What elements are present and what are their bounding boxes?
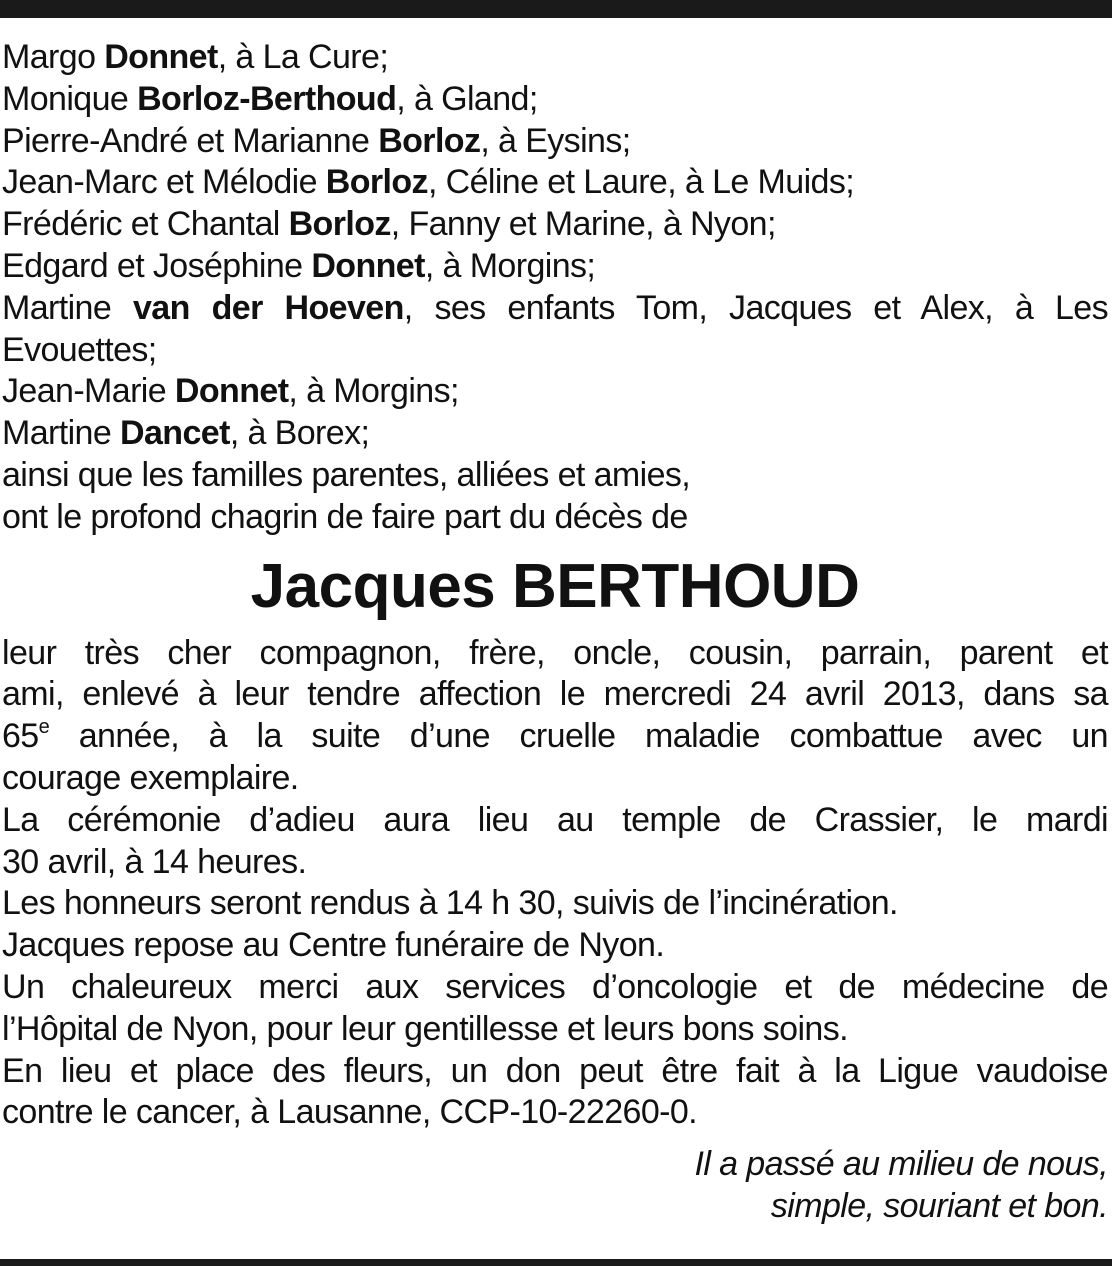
notice-body bbox=[2, 633, 1108, 1135]
mourners-list bbox=[2, 37, 1108, 539]
bottom-border-rule bbox=[0, 1259, 1112, 1266]
quote-line: Il a passé au milieu de nous, bbox=[694, 1145, 1108, 1184]
body-line: l’Hôpital de Nyon, pour leur gentillesse et leurs bons soins. bbox=[2, 1009, 848, 1048]
mourner-line: Margo Donnet, à La Cure; bbox=[2, 38, 389, 76]
intro-line: ont le profond chagrin de faire part du décès de bbox=[2, 497, 688, 536]
mourner-line: Martine van der Hoeven, ses enfants Tom, Jacques et Alex, à Les bbox=[2, 288, 1108, 327]
mourner-line: Monique Borloz-Berthoud, à Gland; bbox=[2, 79, 538, 118]
mourner-line: Martine Dancet, à Borex; bbox=[2, 414, 370, 453]
body-line: Les honneurs seront rendus à 14 h 30, suivis de l’incinération. bbox=[2, 884, 898, 923]
family-name: van der Hoeven bbox=[133, 288, 404, 327]
family-name: Borloz bbox=[288, 205, 391, 244]
family-name: Borloz bbox=[325, 163, 428, 202]
mourner-line: Pierre-André et Marianne Borloz, à Eysins; bbox=[2, 121, 631, 160]
family-name: Donnet bbox=[104, 38, 218, 76]
mourner-line: Frédéric et Chantal Borloz, Fanny et Marine, à Nyon; bbox=[2, 205, 776, 244]
body-line: leur très cher compagnon, frère, oncle, cousin, parrain, parent et bbox=[2, 633, 1108, 672]
mourner-line: Jean-Marie Donnet, à Morgins; bbox=[2, 372, 459, 411]
intro-line: ainsi que les familles parentes, alliées et amies, bbox=[2, 455, 691, 494]
family-name: Dancet bbox=[120, 414, 230, 453]
mourner-line: Jean-Marc et Mélodie Borloz, Céline et Laure, à Le Muids; bbox=[2, 163, 855, 202]
ordinal-superscript: e bbox=[38, 716, 50, 739]
top-border-rule bbox=[0, 0, 1112, 18]
body-line: 65e année, à la suite d’une cruelle maladie combattue avec un bbox=[2, 716, 1108, 756]
deceased-name: Jacques BERTHOUD bbox=[250, 551, 860, 621]
body-line: ami, enlevé à leur tendre affection le mercredi 24 avril 2013, dans sa bbox=[2, 675, 1108, 714]
body-line: courage exemplaire. bbox=[2, 758, 299, 797]
body-line: En lieu et place des fleurs, un don peut être fait à la Ligue vaudoise bbox=[2, 1051, 1108, 1090]
family-name: Borloz bbox=[378, 121, 481, 160]
body-line: Un chaleureux merci aux services d’oncologie et de médecine de bbox=[2, 967, 1108, 1006]
mourner-line: Edgard et Joséphine Donnet, à Morgins; bbox=[2, 246, 596, 285]
family-name: Donnet bbox=[311, 246, 425, 285]
body-line: contre le cancer, à Lausanne, CCP-10-22260-0. bbox=[2, 1093, 698, 1132]
body-line: 30 avril, à 14 heures. bbox=[2, 842, 307, 881]
obituary-notice bbox=[2, 37, 1108, 1228]
mourner-line-continuation: Evouettes; bbox=[2, 330, 157, 369]
family-name: Donnet bbox=[174, 372, 289, 411]
family-name: Borloz-Berthoud bbox=[137, 79, 397, 118]
quote-line: simple, souriant et bon. bbox=[770, 1186, 1108, 1225]
body-line: La cérémonie d’adieu aura lieu au temple de Crassier, le mardi bbox=[2, 800, 1108, 839]
body-line: Jacques repose au Centre funéraire de Nyon. bbox=[2, 926, 665, 965]
closing-quote bbox=[2, 1144, 1108, 1228]
